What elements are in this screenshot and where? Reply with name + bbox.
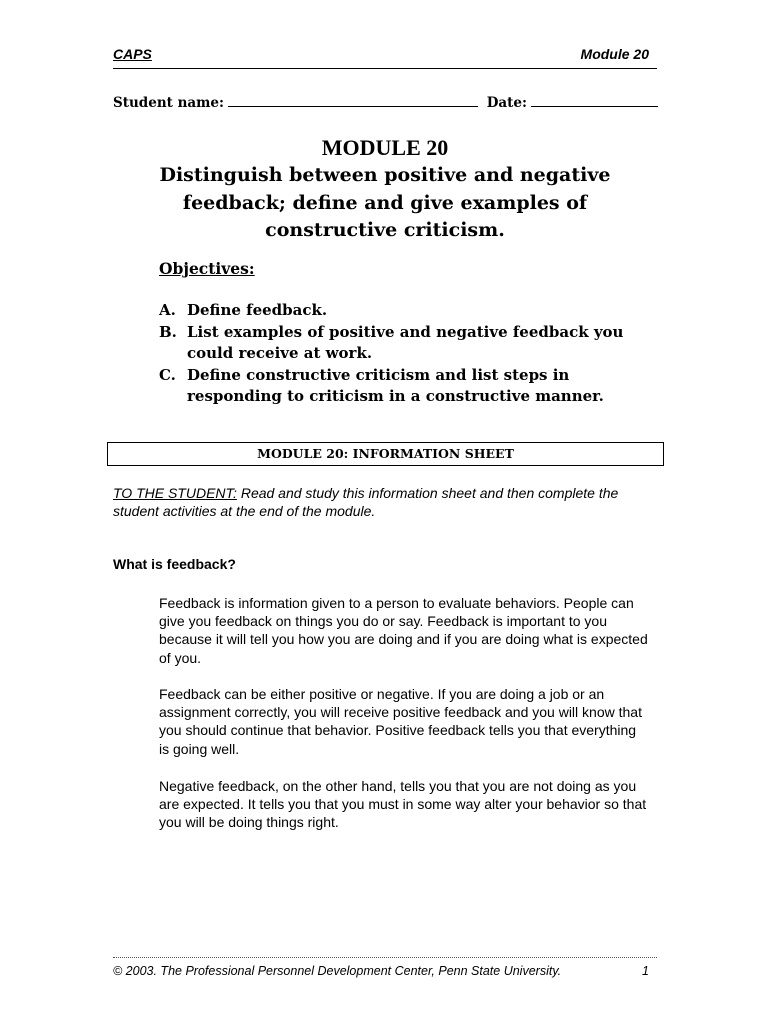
title-line-2: Distinguish between positive and negative [159,164,611,186]
objectives-heading: Objectives: [159,259,255,278]
page-footer [113,957,657,978]
footer-copyright: © 2003. The Professional Personnel Development Center, Penn State University. [113,964,562,978]
student-name-label: Student name: [113,95,224,111]
body-paragraph: Feedback is information given to a person to evaluate behaviors. People can give you feedback on things you do or say. Feedback is important to you because it will tell you how you are doing and if you are doing what is expected of you. [159,595,648,666]
information-sheet-title: MODULE 20: INFORMATION SHEET [257,446,514,461]
instructions-text: Read and study this information sheet and then complete the student activities at the end of the module. [113,485,619,519]
information-sheet-box [107,442,664,466]
objective-text: Define feedback. [187,301,328,319]
header-left: CAPS [113,46,152,62]
student-line [113,92,658,111]
page-number: 1 [642,964,649,978]
date-label: Date: [486,95,527,111]
objective-item [159,300,659,322]
body-paragraph: Negative feedback, on the other hand, tells you that you are not doing as you are expected. It tells you that you must in some way alter your behavior so that you will be doing things right. [159,778,647,831]
date-blank[interactable] [531,92,658,107]
module-title [100,134,670,245]
title-line-1: MODULE 20 [321,135,449,160]
header-right: Module 20 [580,46,649,62]
page-header [113,46,657,69]
instructions-lead: TO THE STUDENT: [113,485,237,501]
objective-item [159,322,659,365]
objective-text: List examples of positive and negative feedback you could receive at work. [187,322,624,362]
objective-text: Define constructive criticism and list steps in responding to criticism in a constructive manner. [187,365,604,405]
title-line-3: feedback; define and give examples of [182,191,588,214]
title-line-4: constructive criticism. [265,219,505,241]
body-paragraph: Feedback can be either positive or negative. If you are doing a job or an assignment correctly, you will receive positive feedback and you will know that you should continue that behavior. Positive feedback tells you that everything is going well. [159,686,642,757]
objective-item [159,365,659,408]
objective-letter: C. [159,365,176,384]
section-heading: What is feedback? [113,556,236,572]
student-name-blank[interactable] [228,92,478,107]
objective-letter: B. [159,322,177,341]
student-instructions [113,484,658,520]
objectives-list [159,300,659,408]
objective-letter: A. [159,301,176,319]
